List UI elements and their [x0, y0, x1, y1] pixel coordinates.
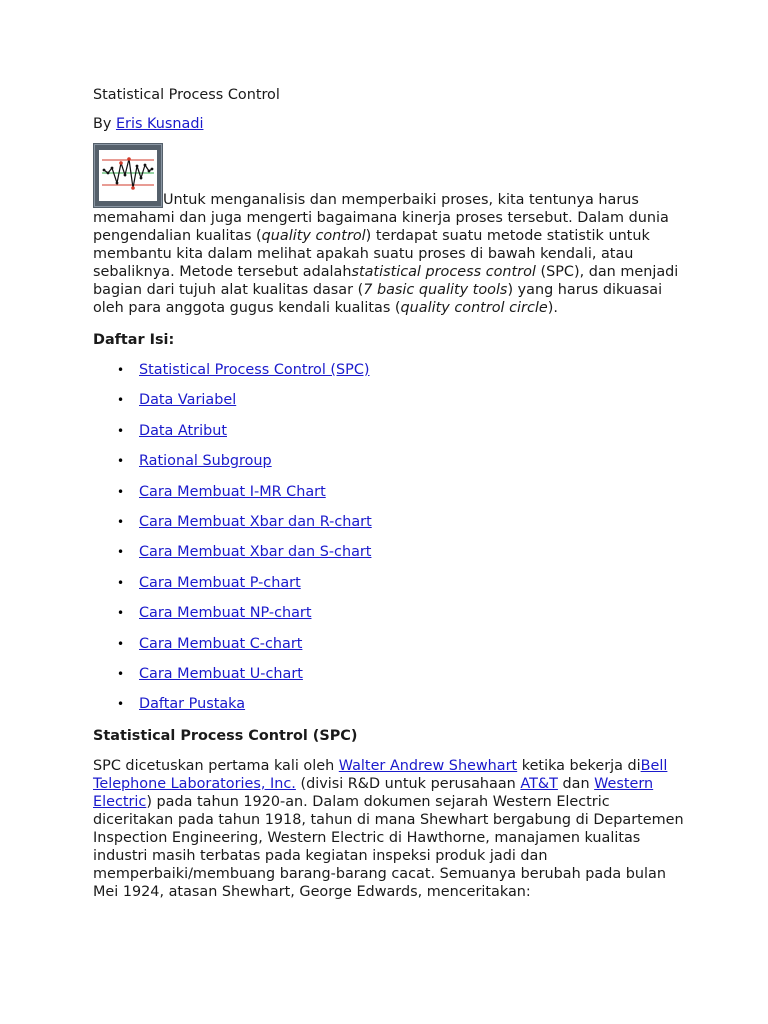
toc-item	[93, 422, 693, 452]
toc-link-u-chart[interactable]: Cara Membuat U-chart	[139, 665, 303, 682]
bullet-icon: •	[117, 545, 125, 560]
toc-link-data-atribut[interactable]: Data Atribut	[139, 422, 227, 439]
intro-text	[93, 192, 678, 316]
toc-link-p-chart[interactable]: Cara Membuat P-chart	[139, 574, 301, 591]
inline-link[interactable]: Bell Telephone Laboratories, Inc.	[93, 757, 668, 792]
text-run: (SPC), dan menjadi bagian dari tujuh alat kualitas dasar (	[93, 264, 679, 298]
bullet-icon: •	[117, 636, 125, 651]
toc-link-xbar-r-chart[interactable]: Cara Membuat Xbar dan R-chart	[139, 513, 372, 530]
italic-term: statistical process control	[351, 264, 536, 280]
inline-link[interactable]: Western Electric	[93, 775, 654, 810]
bullet-icon: •	[117, 606, 125, 621]
bullet-icon: •	[117, 484, 125, 499]
bullet-icon: •	[117, 666, 125, 681]
byline-prefix: By	[93, 116, 116, 132]
text-run: ).	[547, 300, 558, 316]
toc-item	[93, 513, 693, 543]
italic-term: quality control	[261, 228, 366, 244]
toc-item	[93, 483, 693, 513]
toc-link-np-chart[interactable]: Cara Membuat NP-chart	[139, 605, 312, 622]
toc-link-imr-chart[interactable]: Cara Membuat I-MR Chart	[139, 483, 326, 500]
bullet-icon: •	[117, 575, 125, 590]
inline-link[interactable]: AT&T	[520, 775, 558, 792]
toc-link-spc[interactable]: Statistical Process Control (SPC)	[139, 362, 370, 378]
document-page	[93, 86, 693, 901]
author-link[interactable]: Eris Kusnadi	[115, 116, 204, 132]
italic-term: quality control circle	[400, 300, 548, 316]
control-chart-icon	[93, 143, 163, 208]
bullet-icon: •	[117, 363, 125, 377]
toc-item	[93, 543, 693, 573]
toc-item	[93, 574, 693, 604]
text-run: ) pada tahun 1920-an. Dalam dokumen sejarah Western Electric diceritakan pada tahun 1918, tahun di mana Shewhart bergabung di Departemen Inspection Engineering, Western Electric di Hawthorne, manajamen kualitas industri masih terbatas pada kegiatan inspeksi produk jadi dan memperbaiki/membuang barang-barang cacat. Semuanya berubah pada bulan Mei 1924, atasan Shewhart, George Edwards, menceritakan:	[93, 793, 684, 900]
toc-link-daftar-pustaka[interactable]: Daftar Pustaka	[139, 696, 246, 713]
table-of-contents	[93, 361, 693, 726]
toc-item	[93, 695, 693, 725]
toc-item	[93, 635, 693, 665]
toc-link-xbar-s-chart[interactable]: Cara Membuat Xbar dan S-chart	[139, 544, 372, 561]
spc-section-heading: Statistical Process Control (SPC)	[93, 727, 358, 744]
bullet-icon: •	[117, 423, 125, 438]
toc-item	[93, 604, 693, 634]
text-run: (divisi R&D untuk perusahaan	[295, 775, 521, 792]
byline	[93, 115, 693, 133]
text-run: Untuk menganalisis dan memperbaiki proses, kita tentunya harus memahami dan juga mengerti bagaimana kinerja proses tersebut. Dalam dunia pengendalian kualitas (	[93, 192, 669, 244]
bullet-icon: •	[117, 514, 125, 529]
bullet-icon: •	[117, 697, 125, 712]
toc-item	[93, 452, 693, 482]
italic-term: 7 basic quality tools	[363, 282, 508, 298]
text-run: dan	[557, 775, 595, 792]
inline-link[interactable]: Walter Andrew Shewhart	[338, 757, 518, 774]
toc-item	[93, 665, 693, 695]
toc-link-data-variabel[interactable]: Data Variabel	[139, 392, 237, 409]
toc-heading: Daftar Isi:	[93, 332, 175, 348]
spc-paragraph	[93, 757, 693, 901]
text-run: ) yang harus dikuasai oleh para anggota gugus kendali kualitas (	[93, 282, 663, 316]
text-run: ketika bekerja di	[517, 757, 641, 774]
toc-link-rational-subgroup[interactable]: Rational Subgroup	[139, 453, 272, 470]
toc-item	[93, 361, 693, 391]
bullet-icon: •	[117, 393, 125, 408]
document-title: Statistical Process Control	[93, 87, 280, 103]
bullet-icon: •	[117, 454, 125, 469]
intro-paragraph	[93, 143, 693, 317]
toc-item	[93, 391, 693, 421]
text-run: SPC dicetuskan pertama kali oleh	[93, 757, 339, 774]
toc-link-c-chart[interactable]: Cara Membuat C-chart	[139, 635, 303, 652]
text-run: ) terdapat suatu metode statistik untuk membantu kita dalam melihat apakah suatu proses di bawah kendali, atau sebaliknya. Metode tersebut adalah	[93, 228, 650, 280]
